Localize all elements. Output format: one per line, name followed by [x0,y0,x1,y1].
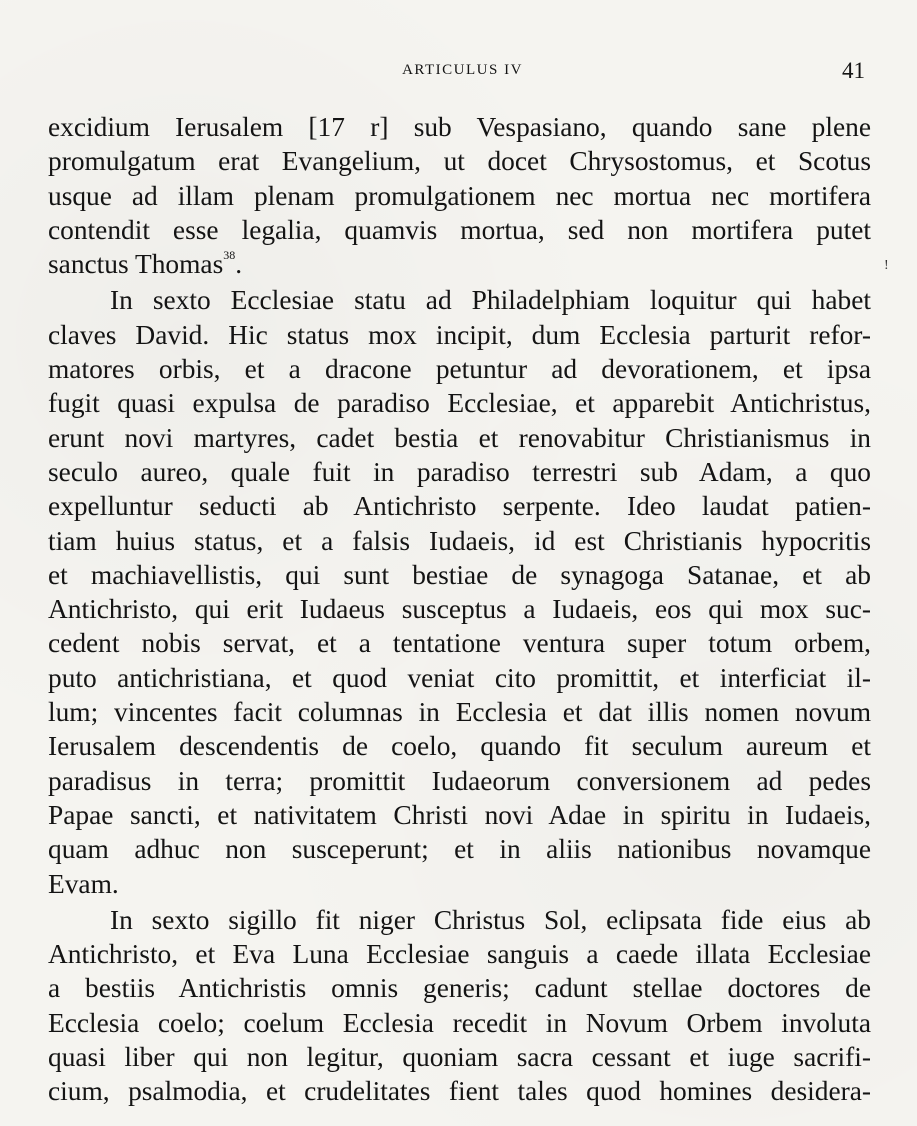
text-line: Ierusalem descendentis de coelo, quando fit seculum aureum et [48,731,871,762]
text-line: In sexto sigillo fit niger Christus Sol, eclipsata fide eius ab [110,904,871,935]
text-line: seculo aureo, quale fuit in paradiso terrestri sub Adam, a quo [48,456,871,487]
text-line: quam adhuc non susceperunt; et in aliis nationibus novamque [48,834,871,865]
text-line-end: . [235,249,243,280]
text-line: erunt novi martyres, cadet bestia et renovabitur Christianismus in [48,422,871,453]
text-line: quasi liber qui non legitur, quoniam sacra cessant et iuge sacrifi- [48,1042,871,1073]
text-line: In sexto Ecclesiae statu ad Philadelphiam loquitur qui habet [110,285,871,316]
text-line: a bestiis Antichristis omnis generis; cadunt stellae doctores de [48,973,871,1004]
text-line: et machiavellistis, qui sunt bestiae de synagoga Satanae, et ab [48,559,871,590]
text-line: expelluntur seducti ab Antichristo serpente. Ideo laudat patien- [48,491,871,522]
text-line: tiam huius status, et a falsis Iudaeis, id est Christianis hypocritis [48,525,871,556]
running-title: ARTICULUS IV [402,62,523,78]
text-line: promulgatum erat Evangelium, ut docet Chrysostomus, et Scotus [48,146,871,177]
text-line: Ecclesia coelo; coelum Ecclesia recedit in Novum Orbem involuta [48,1007,871,1038]
text-line: Antichristo, qui erit Iudaeus susceptus a Iudaeis, eos qui mox suc- [48,594,871,625]
running-header [0,62,917,79]
text-line: cium, psalmodia, et crudelitates fient tales quod homines desidera- [48,1076,871,1107]
text-line: fugit quasi expulsa de paradiso Ecclesiae, et apparebit Antichristus, [48,388,871,419]
text-line: Evam. [48,868,119,899]
text-line: claves David. Hic status mox incipit, dum Ecclesia parturit refor- [48,319,871,350]
body-text [48,110,871,1109]
text-line: contendit esse legalia, quamvis mortua, sed non mortifera putet [48,214,871,245]
paragraph-2 [48,283,871,900]
text-line: cedent nobis servat, et a tentatione ventura super totum orbem, [48,628,871,659]
paragraph-3 [48,903,871,1109]
text-line: lum; vincentes facit columnas in Ecclesia et dat illis nomen novum [48,697,871,728]
text-line: puto antichristiana, et quod veniat cito promittit, et interficiat il- [48,662,871,693]
margin-mark: ! [884,258,889,273]
paragraph-1 [48,110,871,281]
text-line: excidium Ierusalem [17 r] sub Vespasiano, quando sane plene [48,112,871,142]
text-line: paradisus in terra; promittit Iudaeorum conversionem ad pedes [48,765,871,796]
footnote-ref: 38 [223,248,236,263]
text-line: usque ad illam plenam promulgationem nec mortua nec mortifera [48,180,871,211]
text-line: Papae sancti, et nativitatem Christi novi Adae in spiritu in Iudaeis, [48,799,871,830]
text-line: matores orbis, et a dracone petuntur ad devorationem, et ipsa [48,354,871,385]
text-line-content: sanctus Thomas [48,249,224,280]
text-line [48,247,871,281]
page-number: 41 [842,58,865,83]
text-line: Antichristo, et Eva Luna Ecclesiae sanguis a caede illata Ecclesiae [48,939,871,970]
